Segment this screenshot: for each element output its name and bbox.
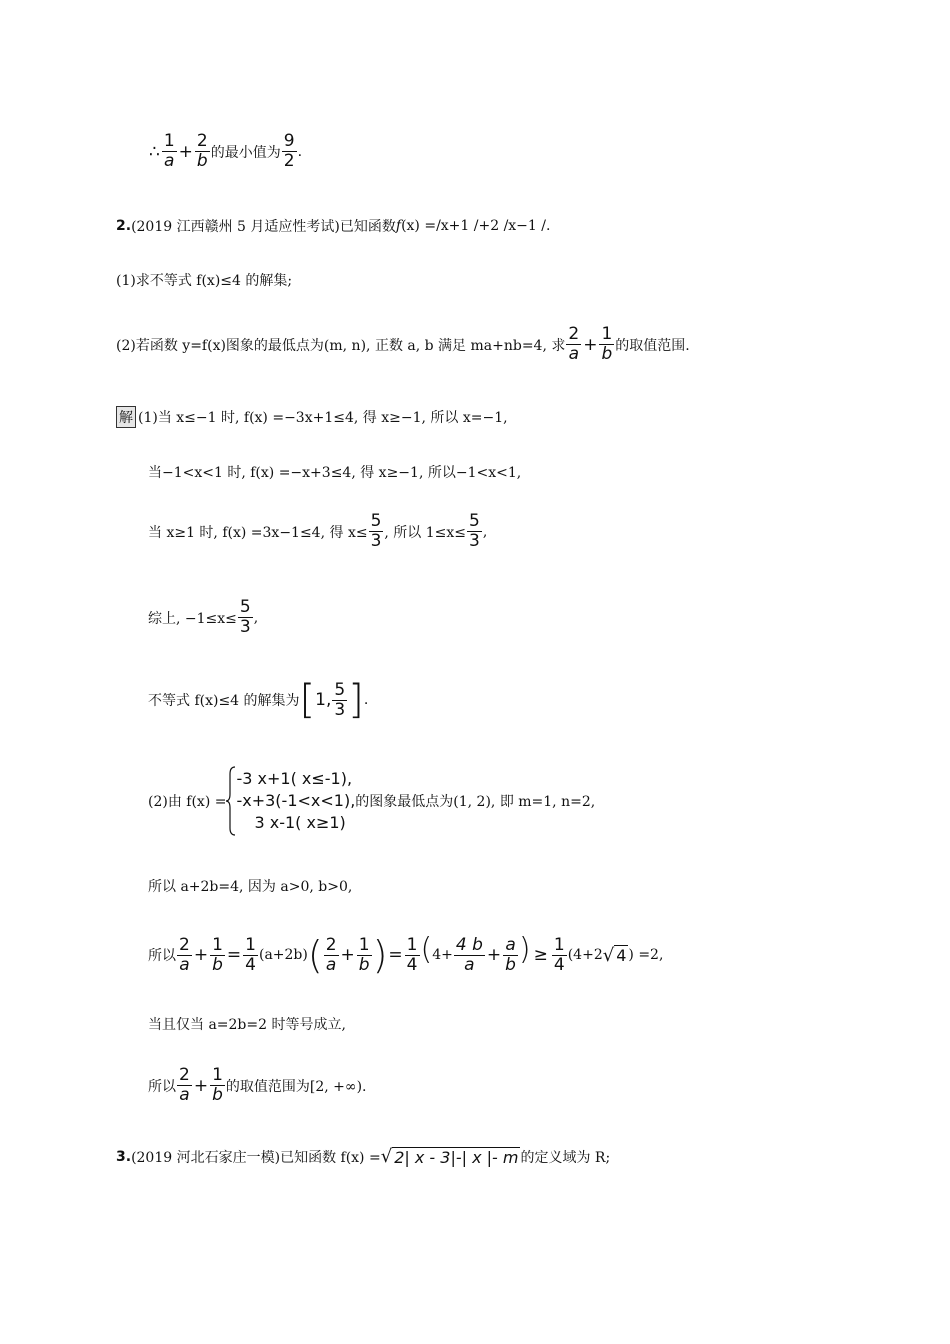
fraction: $\frac{2}{a}$ bbox=[325, 934, 337, 975]
fraction: $\frac{2}{a}$ bbox=[179, 1065, 190, 1105]
problem-2-part-2: (2)若函数 y=f(x)图象的最低点为(m, n), 正数 a, b 满足 ma+nb=4, 求 $\frac{2}{a}$ + $\frac{1}{b}$ 的取值范围. bbox=[116, 324, 690, 364]
line-min-value: ∴ $\frac{1}{a}$ + $\frac{2}{b}$ 的最小值为 $\frac{9}{2}$ . bbox=[149, 131, 303, 171]
solution-tag: 解 bbox=[116, 406, 136, 428]
problem-2-statement: 2. (2019 江西赣州 5 月适应性考试)已知函数 f (x) =/x+1 /+2 /x−1 /. bbox=[116, 218, 551, 235]
solution-line-2: 当−1<x<1 时, f(x) =−x+3≤4, 得 x≥−1, 所以−1<x<1, bbox=[148, 465, 522, 481]
fraction: $\frac{1}{b}$ bbox=[212, 934, 223, 975]
case-2: -x+3(-1<x<1), bbox=[236, 791, 356, 810]
fraction: $\frac{a}{b}$ bbox=[505, 934, 516, 975]
sqrt: √ 4 bbox=[602, 944, 627, 966]
case-3: 3 x-1( x≥1) bbox=[254, 813, 346, 832]
solution-line-4: 综上, −1≤x≤ $\frac{5}{3}$ , bbox=[148, 597, 259, 637]
solution-line-5: 不等式 f(x)≤4 的解集为 [ 1, $\frac{5}{3}$ ] . bbox=[148, 677, 369, 723]
fraction: $\frac{9}{2}$ bbox=[283, 131, 295, 171]
left-brace-icon bbox=[226, 766, 236, 836]
piecewise-function bbox=[226, 766, 355, 836]
fraction: $\frac{5}{3}$ bbox=[334, 679, 346, 720]
fraction: $\frac{1}{b}$ bbox=[358, 934, 370, 975]
case-1: -3 x+1( x≤-1), bbox=[236, 769, 353, 788]
fraction: $\frac{4 b}{a}$ bbox=[455, 934, 483, 975]
fraction: $\frac{2}{a}$ bbox=[568, 324, 580, 364]
solution-line-8: 所以 $\frac{2}{a}$ + $\frac{1}{b}$ = $\frac{1}{4}$ (a+2b) ( $\frac{2}{a}$ + $\frac{1}{b}$ ) = $\frac{1}{4}$ ( 4+ $\frac{4 b}{a}$ + $\frac{a}{b}$ ) ≥ $\frac{1}{4}$ (4+2 √ 4 ) =2, bbox=[148, 932, 664, 977]
fraction: $\frac{1}{4}$ bbox=[406, 934, 418, 975]
solution-line-7: 所以 a+2b=4, 因为 a>0, b>0, bbox=[148, 879, 353, 895]
fraction: $\frac{1}{a}$ bbox=[163, 131, 175, 171]
fraction: $\frac{1}{4}$ bbox=[245, 934, 256, 975]
fraction: $\frac{5}{3}$ bbox=[469, 511, 480, 551]
problem-2-part-1: (1)求不等式 f(x)≤4 的解集; bbox=[116, 273, 293, 289]
solution-line-1: 解 (1)当 x≤−1 时, f(x) =−3x+1≤4, 得 x≥−1, 所以 x=−1, bbox=[116, 406, 508, 428]
fraction: $\frac{2}{a}$ bbox=[179, 934, 190, 975]
problem-3-statement: 3. (2019 河北石家庄一模)已知函数 f(x) = √ 2| x - 3|-| x |- m 的定义域为 R; bbox=[116, 1146, 611, 1167]
solution-line-3: 当 x≥1 时, f(x) =3x−1≤4, 得 x≤ $\frac{5}{3}$ , 所以 1≤x≤ $\frac{5}{3}$ , bbox=[148, 511, 488, 551]
fraction: $\frac{2}{b}$ bbox=[196, 131, 208, 171]
solution-line-6: (2)由 f(x) = -3 x+1( x≤-1), -x+3(-1<x<1), 3 x-1( x≥1) 的图象最低点为(1, 2), 即 m=1, n=2, bbox=[148, 766, 595, 836]
fraction: $\frac{1}{4}$ bbox=[553, 934, 565, 975]
fraction: $\frac{5}{3}$ bbox=[239, 597, 251, 637]
solution-line-9: 当且仅当 a=2b=2 时等号成立, bbox=[148, 1017, 346, 1033]
sqrt: √ 2| x - 3|-| x |- m bbox=[380, 1146, 519, 1167]
solution-line-10: 所以 $\frac{2}{a}$ + $\frac{1}{b}$ 的取值范围为[2, +∞). bbox=[148, 1065, 367, 1105]
fraction: $\frac{5}{3}$ bbox=[370, 511, 382, 551]
fraction: $\frac{1}{b}$ bbox=[212, 1065, 223, 1105]
fraction: $\frac{1}{b}$ bbox=[601, 324, 613, 364]
